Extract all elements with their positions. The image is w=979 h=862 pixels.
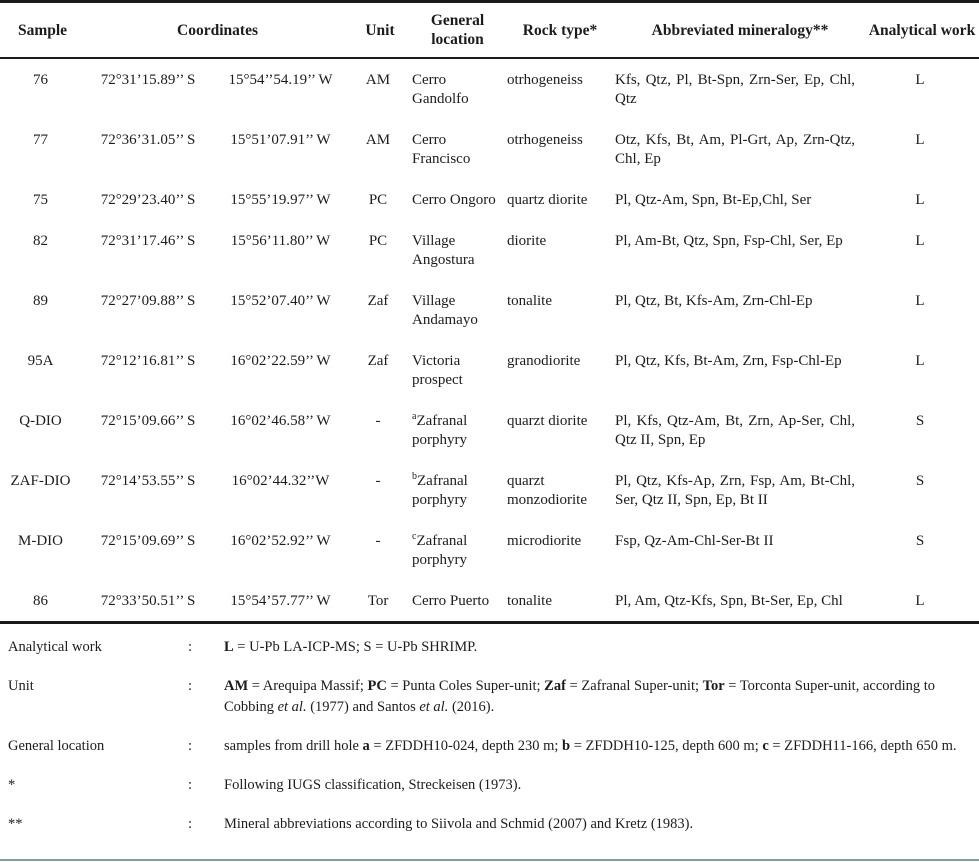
cell-rock-type: otrhogeneiss xyxy=(507,132,583,148)
location-text: Zafranal porphyry xyxy=(412,473,468,508)
footnote-colon: : xyxy=(188,639,193,655)
cell-unit: Zaf xyxy=(367,293,389,309)
col-header-coordinates: Coordinates xyxy=(85,2,350,59)
cell-location xyxy=(410,220,505,280)
cell-latitude: 72°15’09.66’’ S xyxy=(100,413,196,429)
cell-analytical-work: L xyxy=(915,72,925,88)
location-footnote-marker: a xyxy=(412,411,417,422)
cell-unit: - xyxy=(375,413,381,429)
cell-mineralogy: Pl, Kfs, Qtz-Am, Bt, Zrn, Ap-Ser, Chl, Qtz II, Spn, Ep xyxy=(615,413,856,448)
footnote-colon: : xyxy=(188,738,193,754)
cell-unit: PC xyxy=(368,192,388,208)
header-row xyxy=(0,2,979,59)
cell-location xyxy=(410,340,505,400)
cell-latitude: 72°31’17.46’’ S xyxy=(100,233,196,249)
cell-unit: - xyxy=(375,473,381,489)
location-text: Zafranal porphyry xyxy=(412,533,468,568)
location-text: Victoria prospect xyxy=(412,353,463,388)
cell-rock-type: diorite xyxy=(507,233,547,249)
cell-mineralogy: Pl, Am, Qtz-Kfs, Spn, Bt-Ser, Ep, Chl xyxy=(615,593,843,609)
footnote-text: Mineral abbreviations according to Siivola and Schmid (2007) and Kretz (1983). xyxy=(224,816,694,832)
cell-analytical-work: L xyxy=(915,233,925,249)
table-row xyxy=(0,119,979,179)
cell-longitude: 15°51’07.91’’ W xyxy=(230,132,331,148)
cell-mineralogy: Pl, Am-Bt, Qtz, Spn, Fsp-Chl, Ser, Ep xyxy=(615,233,843,249)
cell-longitude: 15°54’’54.19’’ W xyxy=(228,72,333,88)
footnote-label: Unit xyxy=(8,678,34,694)
cell-location xyxy=(410,119,505,179)
cell-longitude: 16°02’46.58’’ W xyxy=(230,413,331,429)
cell-analytical-work: S xyxy=(915,533,925,549)
footnote-label: * xyxy=(8,777,16,793)
location-text: Cerro Francisco xyxy=(412,132,471,167)
cell-longitude: 15°56’11.80’’ W xyxy=(230,233,331,249)
location-text: Zafranal porphyry xyxy=(412,413,468,448)
cell-analytical-work: S xyxy=(915,473,925,489)
cell-rock-type: quartz diorite xyxy=(507,192,588,208)
cell-rock-type: tonalite xyxy=(507,593,553,609)
cell-mineralogy: Pl, Qtz-Am, Spn, Bt-Ep,Chl, Ser xyxy=(615,192,812,208)
cell-rock-type: otrhogeneiss xyxy=(507,72,583,88)
cell-sample: 77 xyxy=(33,132,48,148)
footnote-text: samples from drill hole a = ZFDDH10-024, depth 230 m; b = ZFDDH10-125, depth 600 m; c = ZFDDH11-166, depth 650 m. xyxy=(224,738,957,754)
cell-longitude: 16°02’52.92’’ W xyxy=(230,533,331,549)
col-header-general-location: General location xyxy=(410,2,505,59)
footnote-label: Analytical work xyxy=(8,639,102,655)
footnote-label: General location xyxy=(8,738,105,754)
table-row xyxy=(0,220,979,280)
cell-mineralogy: Otz, Kfs, Bt, Am, Pl-Grt, Ap, Zrn-Qtz, Chl, Ep xyxy=(615,132,856,167)
cell-unit: Zaf xyxy=(367,353,389,369)
cell-sample: 82 xyxy=(33,233,48,249)
footnote-text: L = U-Pb LA-ICP-MS; S = U-Pb SHRIMP. xyxy=(224,639,478,655)
col-header-unit: Unit xyxy=(350,2,410,59)
cell-location xyxy=(410,179,505,220)
cell-latitude: 72°15’09.69’’ S xyxy=(100,533,196,549)
table-row xyxy=(0,460,979,520)
cell-longitude: 15°54’57.77’’ W xyxy=(230,593,331,609)
cell-latitude: 72°12’16.81’’ S xyxy=(100,353,196,369)
cell-sample: 86 xyxy=(33,593,48,609)
table-row xyxy=(0,58,979,119)
cell-unit: AM xyxy=(365,72,391,88)
cell-location xyxy=(410,520,505,580)
cell-longitude: 15°52’07.40’’ W xyxy=(230,293,331,309)
cell-mineralogy: Fsp, Qz-Am-Chl-Ser-Bt II xyxy=(615,533,774,549)
cell-sample: 89 xyxy=(33,293,48,309)
cell-latitude: 72°14’53.55’’ S xyxy=(100,473,196,489)
cell-sample: 75 xyxy=(33,192,48,208)
cell-latitude: 72°36’31.05’’ S xyxy=(100,132,196,148)
footnote-colon: : xyxy=(188,777,193,793)
cell-sample: 76 xyxy=(33,72,48,88)
footnote-double-asterisk xyxy=(0,814,979,835)
cell-analytical-work: L xyxy=(915,293,925,309)
footnote-general-location xyxy=(0,736,979,757)
location-text: Cerro Puerto xyxy=(412,593,490,609)
cell-sample: Q-DIO xyxy=(19,413,62,429)
footnote-colon: : xyxy=(188,678,193,694)
cell-unit: - xyxy=(375,533,381,549)
table-row xyxy=(0,280,979,340)
cell-longitude: 15°55’19.97’’ W xyxy=(230,192,331,208)
table-header xyxy=(0,2,979,59)
location-text: Cerro Gandolfo xyxy=(412,72,469,107)
cell-sample: ZAF-DIO xyxy=(10,473,71,489)
table-body xyxy=(0,58,979,623)
cell-sample: M-DIO xyxy=(18,533,63,549)
footnote-label: ** xyxy=(8,816,23,832)
table-footnotes xyxy=(0,624,979,861)
cell-location xyxy=(410,400,505,460)
cell-unit: Tor xyxy=(367,593,389,609)
cell-location xyxy=(410,460,505,520)
cell-mineralogy: Pl, Qtz, Kfs-Ap, Zrn, Fsp, Am, Bt-Chl, Ser, Qtz II, Spn, Ep, Bt II xyxy=(615,473,856,508)
location-text: Village Angostura xyxy=(412,233,475,268)
cell-rock-type: quarzt monzodiorite xyxy=(507,473,587,508)
location-text: Cerro Ongoro xyxy=(412,192,496,208)
table-row xyxy=(0,520,979,580)
cell-analytical-work: S xyxy=(915,413,925,429)
cell-analytical-work: L xyxy=(915,593,925,609)
cell-latitude: 72°31’15.89’’ S xyxy=(100,72,196,88)
cell-longitude: 16°02’44.32’’W xyxy=(231,473,330,489)
cell-analytical-work: L xyxy=(915,192,925,208)
footnote-unit xyxy=(0,676,979,718)
location-footnote-marker: c xyxy=(412,531,417,542)
footnote-colon: : xyxy=(188,816,193,832)
cell-unit: AM xyxy=(365,132,391,148)
cell-latitude: 72°33’50.51’’ S xyxy=(100,593,196,609)
cell-mineralogy: Kfs, Qtz, Pl, Bt-Spn, Zrn-Ser, Ep, Chl, Qtz xyxy=(615,72,856,107)
cell-mineralogy: Pl, Qtz, Bt, Kfs-Am, Zrn-Chl-Ep xyxy=(615,293,813,309)
footnote-text: AM = Arequipa Massif; PC = Punta Coles Super-unit; Zaf = Zafranal Super-unit; Tor = Torconta Super-unit, according to Cobbing et al. (1977) and Santos et al. (2016). xyxy=(224,678,936,715)
cell-latitude: 72°27’09.88’’ S xyxy=(100,293,196,309)
cell-analytical-work: L xyxy=(915,132,925,148)
cell-latitude: 72°29’23.40’’ S xyxy=(100,192,196,208)
col-header-sample: Sample xyxy=(0,2,85,59)
col-header-analytical-work: Analytical work xyxy=(865,2,979,59)
cell-mineralogy: Pl, Qtz, Kfs, Bt-Am, Zrn, Fsp-Chl-Ep xyxy=(615,353,842,369)
cell-rock-type: tonalite xyxy=(507,293,553,309)
table-row xyxy=(0,340,979,400)
footnote-asterisk xyxy=(0,775,979,796)
cell-rock-type: quarzt diorite xyxy=(507,413,588,429)
cell-location xyxy=(410,280,505,340)
cell-analytical-work: L xyxy=(915,353,925,369)
table-row xyxy=(0,400,979,460)
cell-longitude: 16°02’22.59’’ W xyxy=(230,353,331,369)
cell-location xyxy=(410,58,505,119)
table-row xyxy=(0,179,979,220)
location-footnote-marker: b xyxy=(412,471,418,482)
col-header-mineralogy: Abbreviated mineralogy** xyxy=(615,2,865,59)
cell-unit: PC xyxy=(368,233,388,249)
location-text: Village Andamayo xyxy=(412,293,478,328)
cell-location xyxy=(410,580,505,623)
cell-rock-type: microdiorite xyxy=(507,533,582,549)
cell-rock-type: granodiorite xyxy=(507,353,581,369)
table-row xyxy=(0,580,979,623)
col-header-rock-type: Rock type* xyxy=(505,2,615,59)
cell-sample: 95A xyxy=(27,353,54,369)
footnote-text: Following IUGS classification, Streckeisen (1973). xyxy=(224,777,522,793)
footnote-analytical-work xyxy=(0,637,979,658)
